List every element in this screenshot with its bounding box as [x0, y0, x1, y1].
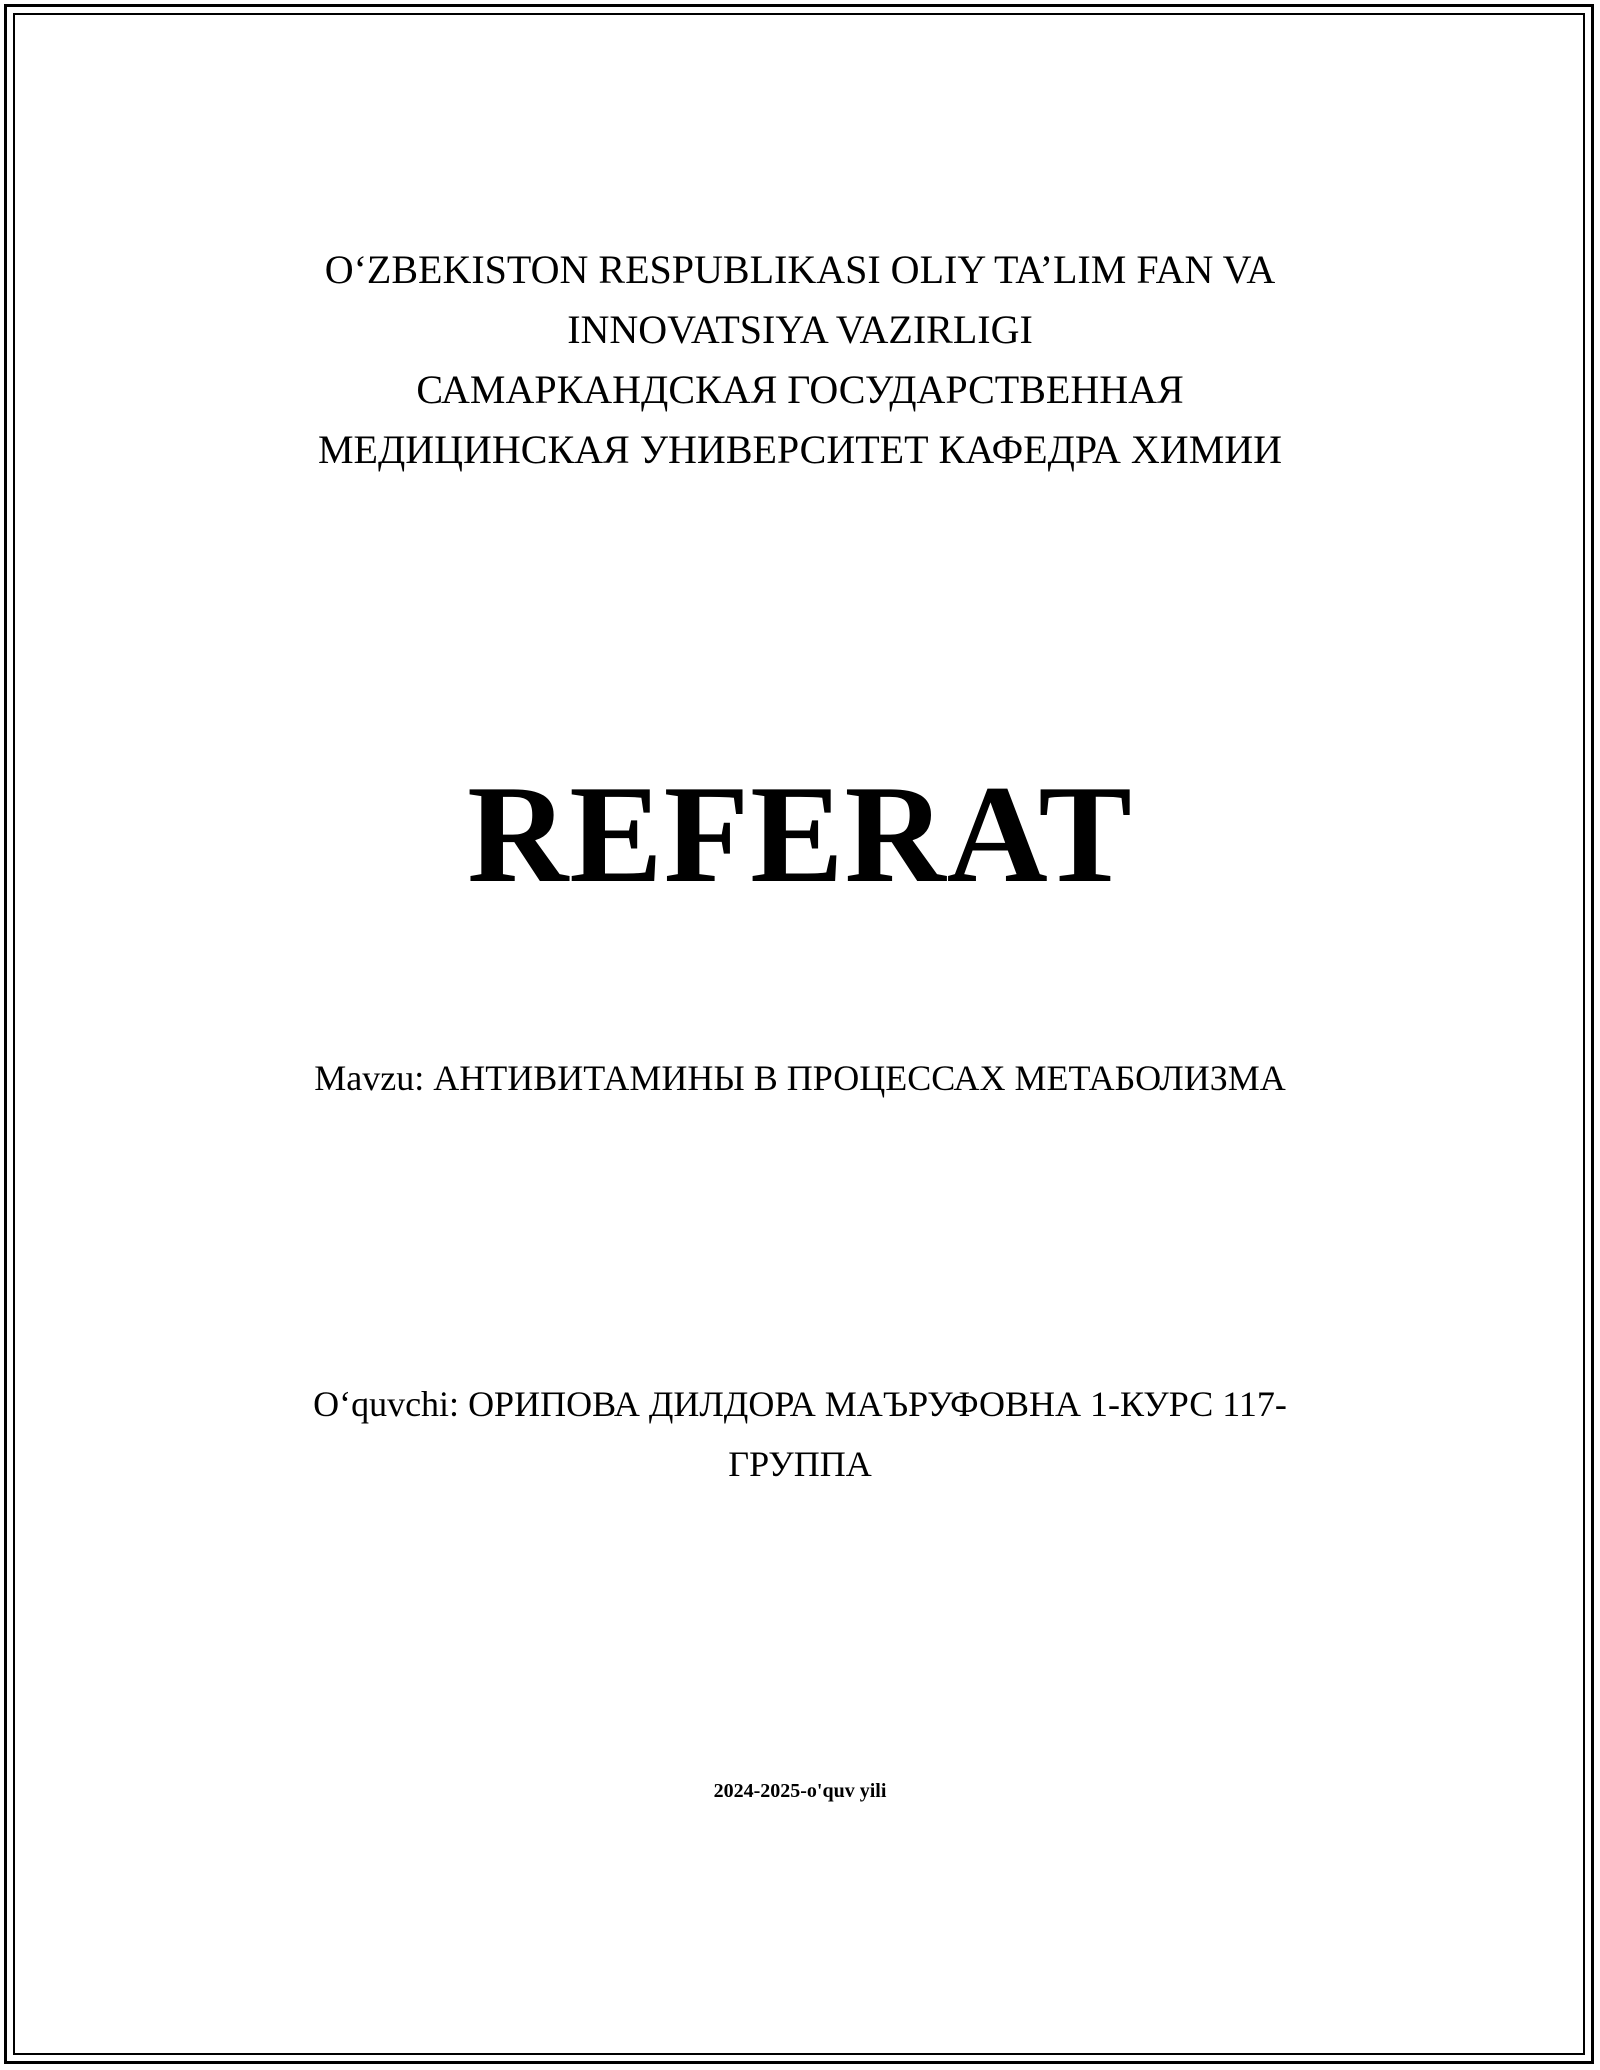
student-info [0, 1374, 1600, 1494]
header-line-1: O‘ZBEKISTON RESPUBLIKASI OLIY TA’LIM FAN VA [324, 247, 1276, 292]
student-line-1 [0, 1374, 1600, 1434]
header-line-3: САМАРКАНДСКАЯ ГОСУДАРСТВЕННАЯ [416, 367, 1184, 412]
student-label: O‘quvchi: [313, 1384, 460, 1424]
document-title: REFERAT [467, 757, 1133, 912]
institution-header [0, 240, 1600, 480]
academic-year: 2024-2025-o'quv yili [713, 1780, 887, 1802]
topic-value: АНТИВИТАМИНЫ В ПРОЦЕССАХ МЕТАБОЛИЗМА [433, 1058, 1286, 1098]
student-name-course: ОРИПОВА ДИЛДОРА МАЪРУФОВНА 1-КУРС 117- [468, 1384, 1287, 1424]
header-line-2: INNOVATSIYA VAZIRLIGI [567, 307, 1033, 352]
header-line-4: МЕДИЦИНСКАЯ УНИВЕРСИТЕТ КАФЕДРА ХИМИИ [317, 427, 1283, 472]
topic-line [0, 1052, 1600, 1104]
student-line-2: ГРУППА [728, 1444, 872, 1484]
topic-label: Mavzu: [314, 1058, 425, 1098]
